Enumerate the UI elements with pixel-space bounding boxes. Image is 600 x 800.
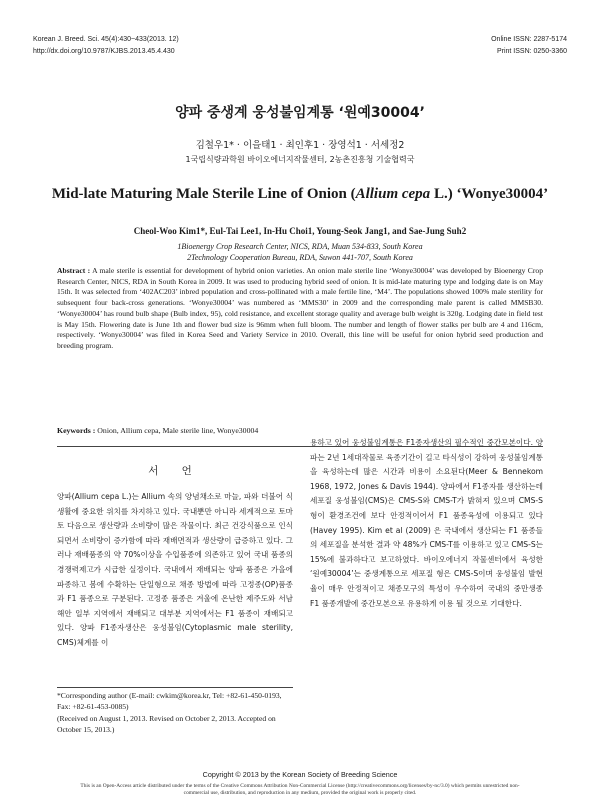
- footnote-divider: [57, 687, 293, 688]
- abstract: [57, 266, 543, 352]
- doi-link[interactable]: http://dx.doi.org/10.9787/KJBS.2013.45.4.430: [33, 48, 175, 55]
- print-issn: Print ISSN: 0250-3360: [496, 48, 567, 55]
- english-title-pre: Mid-late Maturing Male Sterile Line of Onion (: [51, 186, 356, 202]
- keywords-label: Keywords :: [57, 426, 96, 435]
- english-title: [0, 186, 600, 203]
- license-text: This is an Open-Access article distributed under the terms of the Creative Commons Attribution Non-Commercial License (http://creativecommons.org/licenses/by-nc/3.0) which permits unrestricted non-commercial use, distribution, and reproduction in any medium, provided the original work is properly cited.: [80, 783, 520, 796]
- keywords: [57, 426, 258, 435]
- copyright-line: Copyright © 2013 by the Korean Society of Breeding Science: [202, 770, 398, 779]
- corresponding-author: *Corresponding author (E-mail: cwkim@korea.kr, Tel: +82-61-450-0193, Fax: +82-61-453-0085): [57, 691, 282, 711]
- abstract-label: Abstract :: [57, 266, 91, 275]
- korean-authors: 김철우1* · 이을태1 · 최인후1 · 장영석1 · 서세정2: [195, 140, 405, 151]
- korean-title: 양파 중생계 웅성불임계통 ‘원예30004’: [175, 105, 425, 121]
- online-issn: Online ISSN: 2287-5174: [491, 36, 567, 43]
- english-affiliation-2: 2Technology Cooperation Bureau, RDA, Suwon 441-707, South Korea: [187, 253, 413, 262]
- introduction-heading: 서 언: [148, 465, 202, 477]
- received-dates: (Received on August 1, 2013. Revised on October 2, 2013. Accepted on October 15, 2013.): [57, 714, 276, 734]
- korean-affiliation: 1국립식량과학원 바이오에너지작물센터, 2농촌진흥청 기술협력국: [185, 155, 415, 164]
- english-title-post: L.) ‘Wonye30004’: [430, 186, 549, 202]
- english-authors: Cheol-Woo Kim1*, Eul-Tai Lee1, In-Hu Choi1, Young-Seok Jang1, and Sae-Jung Suh2: [133, 226, 467, 236]
- right-column-text: 용하고 있어 웅성불임계통은 F1종자생산의 필수적인 중간모본이다. 양파는 2년 1세대작물로 육종기간이 길고 타식성이 강하여 웅성불임계통을 육성하는데 많은 시간과 비용이 소요된다(Meer & Bennekom 1968, 1972, Jones & Davis 1944). 양파에서 F1종자를 생산하는데 세포질 웅성불임(CMS)은 CMS-S와 CMS-T가 밝혀져 있으며 CMS-S형이 환경조건에 보다 안정적이어서 F1 품종육성에 이용되고 있다(Havey 1995). Kim et al (2009) 은 국내에서 생산되는 F1 품종들의 세포질을 분석한 결과 약 48%가 CMS-T를 이용하고 있고 CMS-S는 15%에 불과하다고 보고하였다. 바이오에너지 작물센터에서 육성한 ‘원예30004’는 중생계통으로 세포질 형은 CMS-S이며 웅성불임 발현율이 매우 안정적이고 채종모구의 특성이 우수하여 국내의 중만생종 F1 품종개발에 중간모본으로 유용하게 이용 될 것으로 기대한다.: [310, 438, 543, 608]
- abstract-text: A male sterile is essential for development of hybrid onion varieties. An onion male sterile line ‘Wonye30004’ was developed by Bioenergy Crop Research Center, NICS, RDA in South Korea in 2009. It was used to producing hybrid seed of onion. It is mid-late maturing type and lodging date is on May 15th. It was selected from ‘402AC203’ inbred population and cross-pollinated with a male fertile line, ‘M4’. The populations showed 100% male sterility for subsequent four back-cross generations. ‘Wonye30004’ was numbered as ‘MMS30’ in 2009 and the corresponding male parent is called MMSB30. ‘Wonye30004’ has round bulb shape (Bulb index, 95), cold resistance, and excellent storage quality and average bulb weight is 320g. Lodging date in field test is May 15th. Flowering date is June 1th and flower bud size is 96mm when full bloom. The number and length of flower stalks per bulb are 4 and 116cm, respectively. ‘Wonye30004’ was filed in Korea Seed and Variety Service in 2010. Overall, this line will be useful for onion hybrid seed production and breeding program.: [57, 266, 543, 350]
- english-title-species: Allium cepa: [355, 186, 431, 202]
- left-column-text: 양파(Allium cepa L.)는 Allium 속의 양념채소로 마늘, 파와 더불어 식생활에 중요한 위치를 차지하고 있다. 국내뿐만 아니라 세계적으로 토마토 다음으로 생산량과 소비량이 많은 작물이다. 최근 건강식품으로 인식되면서 소비량이 증가함에 따라 재배면적과 생산량이 급증하고 있다. 그러나 재배품종의 약 70%이상을 수입품종에 의존하고 있어 국내 품종의 경쟁력제고가 시급한 실정이다. 국내에서 재배되는 양파 품종은 가을에 파종하고 봄에 수확하는 단일형으로 채종 방법에 따라 고정종(OP)품종과 F1 품종으로 구분된다. 고정종 품종은 겨울에 온난한 제주도와 서남해안 일부 지역에서 재배되고 대부분 지역에서는 F1 품종이 재배되고 있다. 양파 F1종자생산은 웅성불임(Cytoplasmic male sterility, CMS)체계를 이: [57, 492, 293, 647]
- keywords-text: Onion, Allium cepa, Male sterile line, Wonye30004: [97, 426, 259, 435]
- english-affiliation-1: 1Bioenergy Crop Research Center, NICS, RDA, Muan 534-833, South Korea: [177, 242, 423, 251]
- journal-citation: Korean J. Breed. Sci. 45(4):430~433(2013. 12): [33, 36, 179, 43]
